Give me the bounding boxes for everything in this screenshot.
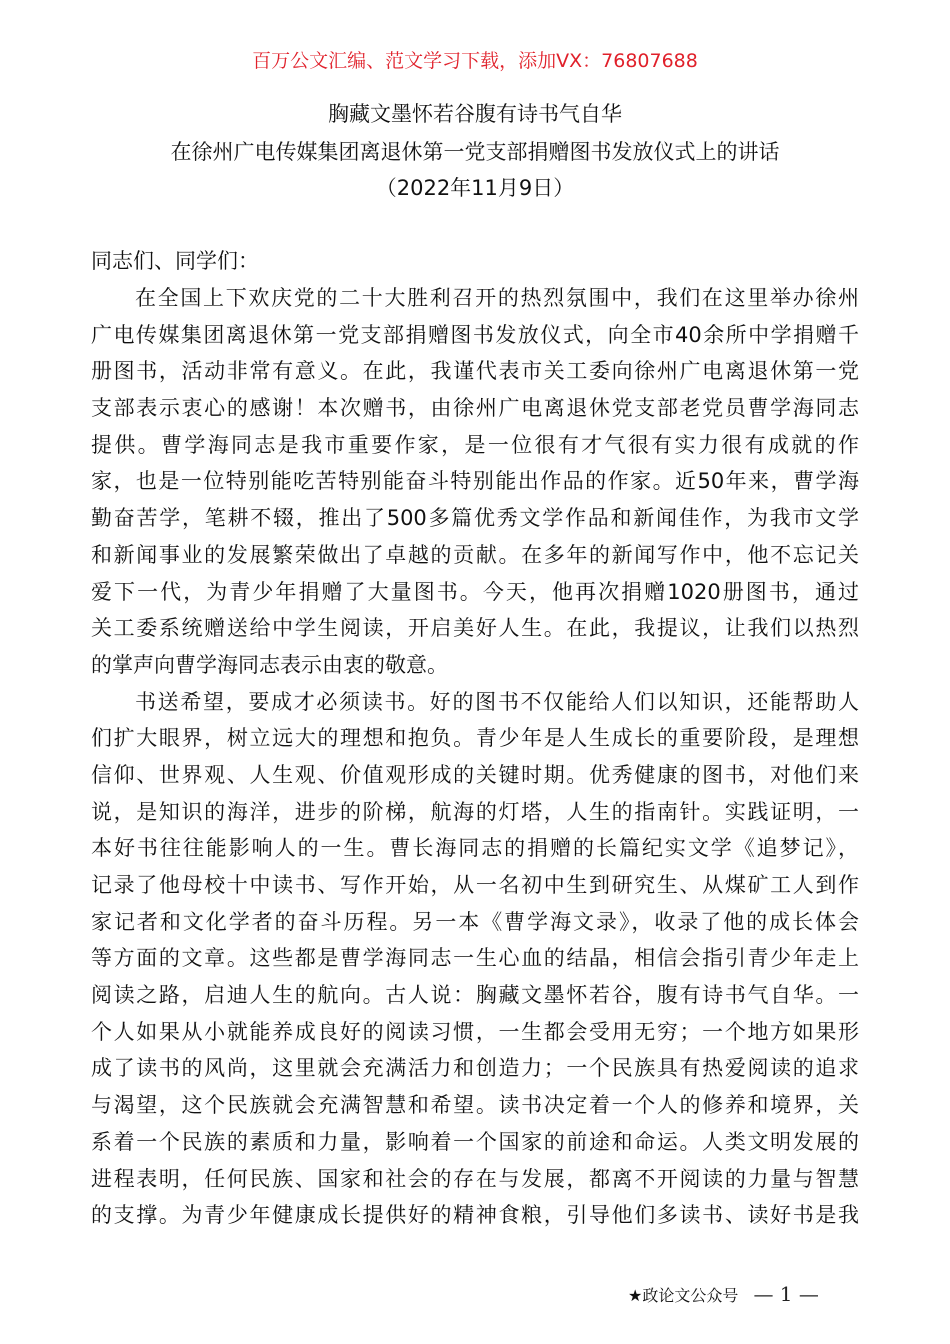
text-line: 本好书往往能影响人的一生。曹长海同志的捐赠的长篇纪实文学《追梦记》，: [91, 836, 859, 861]
speech-body: [91, 280, 859, 1234]
text-line: 广电传媒集团离退休第一党支部捐赠图书发放仪式，向全市40余所中学捐赠千: [91, 322, 859, 347]
text-line: 爱下一代，为青少年捐赠了大量图书。今天，他再次捐赠1020册图书，通过: [91, 579, 859, 604]
salutation: 同志们、同学们：: [91, 249, 259, 273]
text-line: 等方面的文章。这些都是曹学海同志一生心血的结晶，相信会指引青少年走上: [91, 946, 859, 971]
text-line: 的掌声向曹学海同志表示由衷的敬意。: [91, 652, 448, 677]
document-subtitle: 在徐州广电传媒集团离退休第一党支部捐赠图书发放仪式上的讲话: [170, 140, 780, 164]
text-line: 系着一个民族的素质和力量，影响着一个国家的前途和命运。人类文明发展的: [91, 1129, 859, 1154]
text-line: 家，也是一位特别能吃苦特别能奋斗特别能出作品的作家。近50年来，曹学海: [91, 469, 859, 494]
footer-source: ★政论文公众号: [628, 1286, 739, 1305]
text-line: 个人如果从小就能养成良好的阅读习惯，一生都会受用无穷；一个地方如果形: [91, 1019, 859, 1044]
page-number: — 1 —: [753, 1282, 819, 1306]
text-line: 在全国上下欢庆党的二十大胜利召开的热烈氛围中，我们在这里举办徐州: [135, 286, 859, 310]
text-line: 勤奋苦学，笔耕不辍，推出了500多篇优秀文学作品和新闻佳作，为我市文学: [91, 506, 859, 531]
text-line: 册图书，活动非常有意义。在此，我谨代表市关工委向徐州广电离退休第一党: [91, 359, 859, 384]
document-date: （2022年11月9日）: [375, 176, 575, 200]
text-line: 家记者和文化学者的奋斗历程。另一本《曹学海文录》，收录了他的成长体会: [91, 909, 859, 934]
text-line: 支部表示衷心的感谢！本次赠书，由徐州广电离退休党支部老党员曹学海同志: [91, 396, 859, 421]
text-line: 们扩大眼界，树立远大的理想和抱负。青少年是人生成长的重要阶段，是理想: [91, 726, 859, 751]
text-line: 阅读之路，启迪人生的航向。古人说：胸藏文墨怀若谷，腹有诗书气自华。一: [91, 983, 859, 1008]
text-line: 信仰、世界观、人生观、价值观形成的关键时期。优秀健康的图书，对他们来: [91, 762, 859, 787]
text-line: 与渴望，这个民族就会充满智慧和希望。读书决定着一个人的修养和境界，关: [91, 1093, 859, 1118]
page-footer: [628, 1282, 819, 1306]
text-line: 提供。曹学海同志是我市重要作家，是一位很有才气很有实力很有成就的作: [91, 432, 859, 457]
text-line: 记录了他母校十中读书、写作开始，从一名初中生到研究生、从煤矿工人到作: [91, 873, 859, 897]
text-line: 关工委系统赠送给中学生阅读，开启美好人生。在此，我提议，让我们以热烈: [91, 616, 859, 641]
watermark-banner: 百万公文汇编、范文学习下载，添加VX：76807688: [252, 50, 698, 72]
text-line: 成了读书的风尚，这里就会充满活力和创造力；一个民族具有热爱阅读的追求: [91, 1056, 859, 1081]
document-title: 胸藏文墨怀若谷腹有诗书气自华: [328, 102, 622, 126]
text-line: 书送希望，要成才必须读书。好的图书不仅能给人们以知识，还能帮助人: [135, 689, 859, 714]
text-line: 的支撑。为青少年健康成长提供好的精神食粮，引导他们多读书、读好书是我: [91, 1203, 859, 1228]
text-line: 和新闻事业的发展繁荣做出了卓越的贡献。在多年的新闻写作中，他不忘记关: [91, 542, 859, 567]
text-line: 进程表明，任何民族、国家和社会的存在与发展，都离不开阅读的力量与智慧: [91, 1166, 859, 1191]
text-line: 说，是知识的海洋，进步的阶梯，航海的灯塔，人生的指南针。实践证明，一: [91, 799, 859, 824]
